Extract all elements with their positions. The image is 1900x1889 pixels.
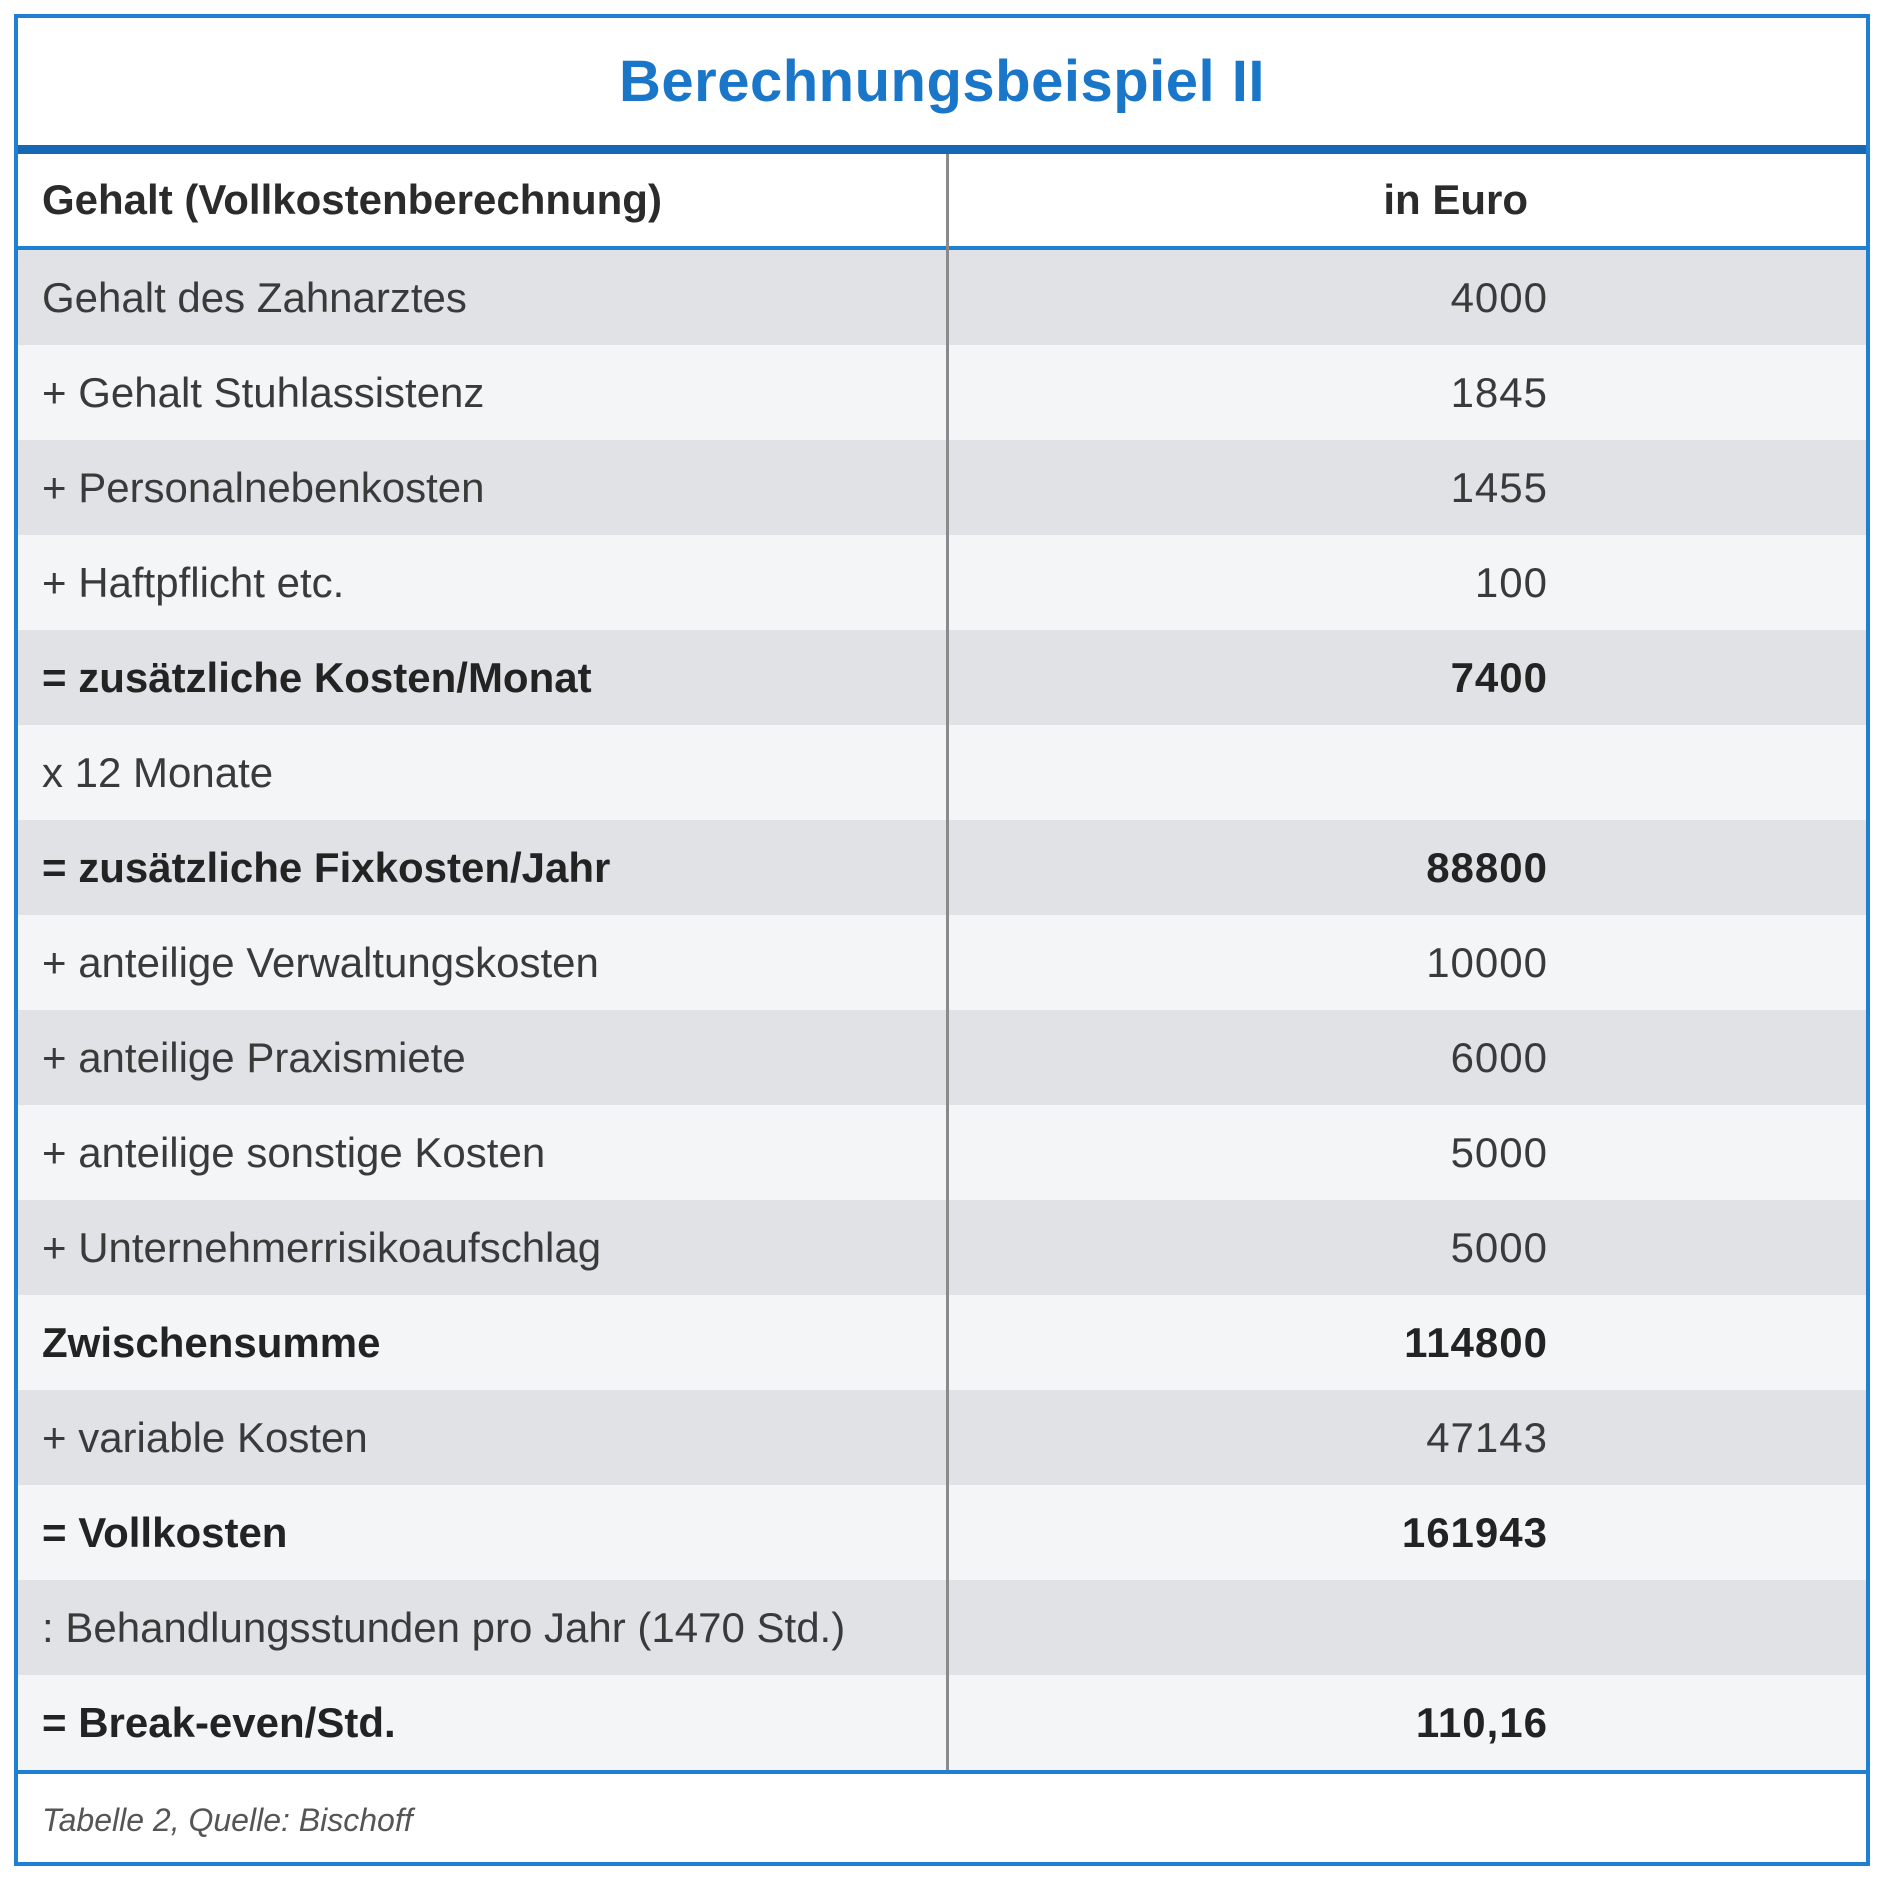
row-label: = Vollkosten (42, 1508, 288, 1556)
table-row (18, 250, 1866, 345)
row-value: 10000 (1426, 938, 1548, 986)
row-value: 1455 (1450, 463, 1548, 511)
table-row (18, 1010, 1866, 1105)
header-value: in Euro (1383, 176, 1528, 223)
row-label: + variable Kosten (42, 1413, 368, 1461)
table-row (18, 915, 1866, 1010)
table-row (18, 1295, 1866, 1390)
row-value: 114800 (1404, 1318, 1548, 1366)
row-label: + Haftpflicht etc. (42, 558, 345, 606)
table-row (18, 535, 1866, 630)
table-row (18, 345, 1866, 440)
table-row (18, 1105, 1866, 1200)
row-label: : Behandlungsstunden pro Jahr (1470 Std.) (42, 1603, 846, 1651)
table-caption: Tabelle 2, Quelle: Bischoff (18, 1770, 1866, 1866)
row-label: + anteilige Praxismiete (42, 1033, 466, 1081)
title-bar (18, 18, 1866, 154)
table-row (18, 440, 1866, 535)
row-value: 5000 (1450, 1128, 1548, 1176)
table-row (18, 725, 1866, 820)
table-row (18, 1485, 1866, 1580)
table-row (18, 1390, 1866, 1485)
row-label: = zusätzliche Kosten/Monat (42, 653, 592, 701)
row-label: x 12 Monate (42, 748, 274, 796)
row-label: Gehalt des Zahnarztes (42, 273, 467, 321)
row-value: 4000 (1450, 273, 1548, 321)
table-frame (14, 14, 1870, 1866)
row-label: + Personalnebenkosten (42, 463, 485, 511)
table-row (18, 1200, 1866, 1295)
table-body (18, 250, 1866, 1770)
row-value: 88800 (1426, 843, 1548, 891)
row-label: Zwischensumme (42, 1318, 381, 1366)
row-value: 1845 (1450, 368, 1548, 416)
row-value: 100 (1474, 558, 1548, 606)
row-value: 6000 (1450, 1033, 1548, 1081)
row-value: 47143 (1426, 1413, 1548, 1461)
table-title: Berechnungsbeispiel II (619, 49, 1265, 114)
table-row (18, 820, 1866, 915)
row-label: + Gehalt Stuhlassistenz (42, 368, 485, 416)
table-header-row (18, 154, 1866, 250)
row-label: = zusätzliche Fixkosten/Jahr (42, 843, 611, 891)
row-value: 161943 (1401, 1508, 1548, 1556)
row-value: 5000 (1450, 1223, 1548, 1271)
header-label: Gehalt (Vollkostenberechnung) (42, 176, 662, 223)
table-row (18, 630, 1866, 725)
row-value: 110,16 (1415, 1698, 1548, 1746)
row-label: + Unternehmerrisikoaufschlag (42, 1223, 602, 1271)
table-row (18, 1580, 1866, 1675)
row-label: + anteilige Verwaltungskosten (42, 938, 599, 986)
table-row (18, 1675, 1866, 1770)
row-value: 7400 (1450, 653, 1548, 701)
row-label: = Break-even/Std. (42, 1698, 396, 1746)
column-divider (946, 154, 949, 1770)
row-label: + anteilige sonstige Kosten (42, 1128, 546, 1176)
